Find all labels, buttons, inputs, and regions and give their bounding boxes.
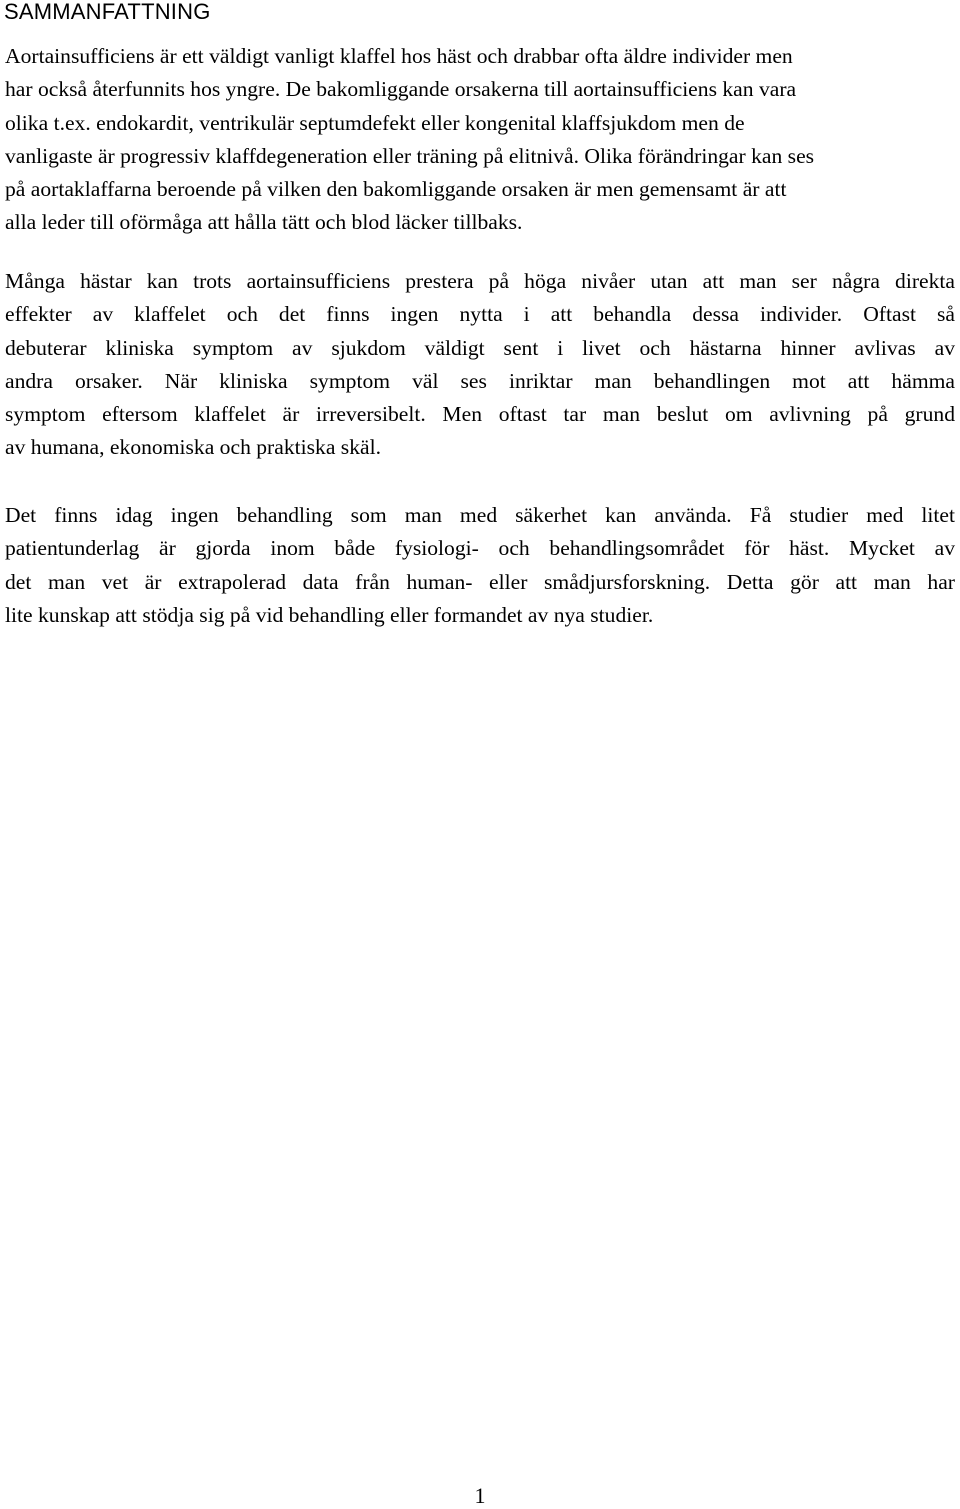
paragraph-3 — [5, 499, 955, 632]
paragraph-line: debuterar kliniska symptom av sjukdom väldigt sent i livet och hästarna hinner avlivas av — [5, 335, 955, 360]
page-number: 1 — [474, 1483, 486, 1508]
paragraph-2 — [5, 265, 955, 465]
paragraph-line: det man vet är extrapolerad data från human- eller smådjursforskning. Detta gör att man har — [5, 569, 955, 594]
paragraph-line: Många hästar kan trots aortainsufficiens prestera på höga nivåer utan att man ser några direkta — [5, 269, 955, 293]
paragraph-line: har också återfunnits hos yngre. De bakomliggande orsakerna till aortainsufficiens kan vara — [5, 77, 797, 102]
paragraph-line: patientunderlag är gjorda inom både fysiologi- och behandlingsområdet för häst. Mycket av — [5, 536, 955, 561]
paragraph-line: symptom eftersom klaffelet är irreversibelt. Men oftast tar man beslut om avlivning på grund — [5, 402, 955, 427]
paragraph-line: Det finns idag ingen behandling som man med säkerhet kan använda. Få studier med litet — [5, 503, 955, 527]
paragraph-line: alla leder till oförmåga att hålla tätt och blod läcker tillbaks. — [5, 210, 523, 235]
paragraph-line: vanligaste är progressiv klaffdegeneration eller träning på elitnivå. Olika förändringar kan ses — [5, 143, 815, 168]
paragraph-line: lite kunskap att stödja sig på vid behandling eller formandet av nya studier. — [5, 602, 654, 627]
paragraph-line: effekter av klaffelet och det finns ingen nytta i att behandla dessa individer. Oftast så — [5, 302, 955, 327]
paragraph-line: på aortaklaffarna beroende på vilken den bakomliggande orsaken är men gemensamt är att — [5, 177, 787, 202]
paragraph-line: olika t.ex. endokardit, ventrikulär septumdefekt eller kongenital klaffsjukdom men de — [5, 110, 745, 135]
paragraph-line: andra orsaker. När kliniska symptom väl ses inriktar man behandlingen mot att hämma — [5, 368, 955, 393]
paragraph-1 — [5, 40, 955, 240]
paragraph-line: av humana, ekonomiska och praktiska skäl. — [5, 435, 381, 460]
paragraph-line: Aortainsufficiens är ett väldigt vanligt klaffel hos häst och drabbar ofta äldre individer men — [5, 44, 793, 68]
section-heading: SAMMANFATTNING — [4, 0, 211, 24]
